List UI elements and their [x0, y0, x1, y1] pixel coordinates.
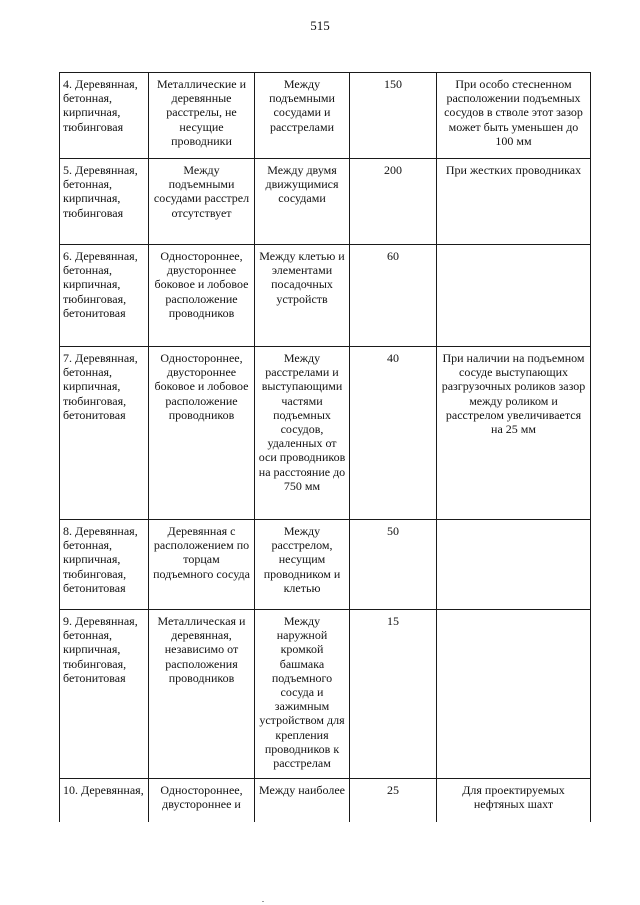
clearance-location-cell: Между наиболее — [255, 779, 350, 829]
note-cell — [437, 520, 591, 610]
page-bottom-margin — [0, 822, 640, 905]
clearance-location-cell: Между двумя движущимися сосудами — [255, 159, 350, 245]
guide-system-cell: Металлические и деревянные расстрелы, не несущие проводники — [149, 73, 255, 159]
clearance-value-cell: 150 — [350, 73, 437, 159]
clearance-value-cell: 40 — [350, 347, 437, 520]
note-cell — [437, 610, 591, 779]
shaft-lining-cell: 7. Деревянная, бетонная, кирпичная, тюбинговая, бетонитовая — [60, 347, 149, 520]
note-cell: При особо стесненном расположении подъемных сосудов в стволе этот зазор может быть уменьшен до 100 мм — [437, 73, 591, 159]
guide-system-cell: Металлическая и деревянная, независимо от расположения проводников — [149, 610, 255, 779]
table-row — [60, 610, 591, 779]
clearance-location-cell: Между расстрелом, несущим проводником и клетью — [255, 520, 350, 610]
table-row — [60, 520, 591, 610]
scan-speck — [262, 901, 264, 902]
shaft-lining-cell: 10. Деревянная, — [60, 779, 149, 829]
clearance-value-cell: 200 — [350, 159, 437, 245]
clearance-value-cell: 50 — [350, 520, 437, 610]
clearance-location-cell: Между расстрелами и выступающими частями подъемных сосудов, удаленных от оси проводников на расстояние до 750 мм — [255, 347, 350, 520]
note-cell: Для проектируемых нефтяных шахт — [437, 779, 591, 829]
table-row — [60, 245, 591, 347]
guide-system-cell: Деревянная с расположением по торцам подъемного сосуда — [149, 520, 255, 610]
clearance-location-cell: Между подъемными сосудами и расстрелами — [255, 73, 350, 159]
table-row — [60, 73, 591, 159]
shaft-lining-cell: 6. Деревянная, бетонная, кирпичная, тюбинговая, бетонитовая — [60, 245, 149, 347]
table-row — [60, 347, 591, 520]
note-cell: При наличии на подъемном сосуде выступающих разгрузочных роликов зазор между роликом и расстрелом увеличивается на 25 мм — [437, 347, 591, 520]
guide-system-cell: Одностороннее, двустороннее боковое и лобовое расположение проводников — [149, 347, 255, 520]
shaft-lining-cell: 4. Деревянная, бетонная, кирпичная, тюбинговая — [60, 73, 149, 159]
clearance-location-cell: Между наружной кромкой башмака подъемного сосуда и зажимным устройством для крепления проводников к расстрелам — [255, 610, 350, 779]
shaft-lining-cell: 5. Деревянная, бетонная, кирпичная, тюбинговая — [60, 159, 149, 245]
note-cell: При жестких проводниках — [437, 159, 591, 245]
clearance-value-cell: 25 — [350, 779, 437, 829]
shaft-lining-cell: 9. Деревянная, бетонная, кирпичная, тюбинговая, бетонитовая — [60, 610, 149, 779]
note-cell — [437, 245, 591, 347]
clearance-table — [59, 72, 591, 829]
clearance-location-cell: Между клетью и элементами посадочных устройств — [255, 245, 350, 347]
table-row — [60, 159, 591, 245]
guide-system-cell: Одностороннее, двустороннее боковое и лобовое расположение проводников — [149, 245, 255, 347]
guide-system-cell: Одностороннее, двустороннее и — [149, 779, 255, 829]
clearance-value-cell: 60 — [350, 245, 437, 347]
clearance-value-cell: 15 — [350, 610, 437, 779]
shaft-lining-cell: 8. Деревянная, бетонная, кирпичная, тюбинговая, бетонитовая — [60, 520, 149, 610]
page-number: 515 — [310, 18, 330, 33]
table-row — [60, 779, 591, 829]
guide-system-cell: Между подъемными сосудами расстрел отсутствует — [149, 159, 255, 245]
